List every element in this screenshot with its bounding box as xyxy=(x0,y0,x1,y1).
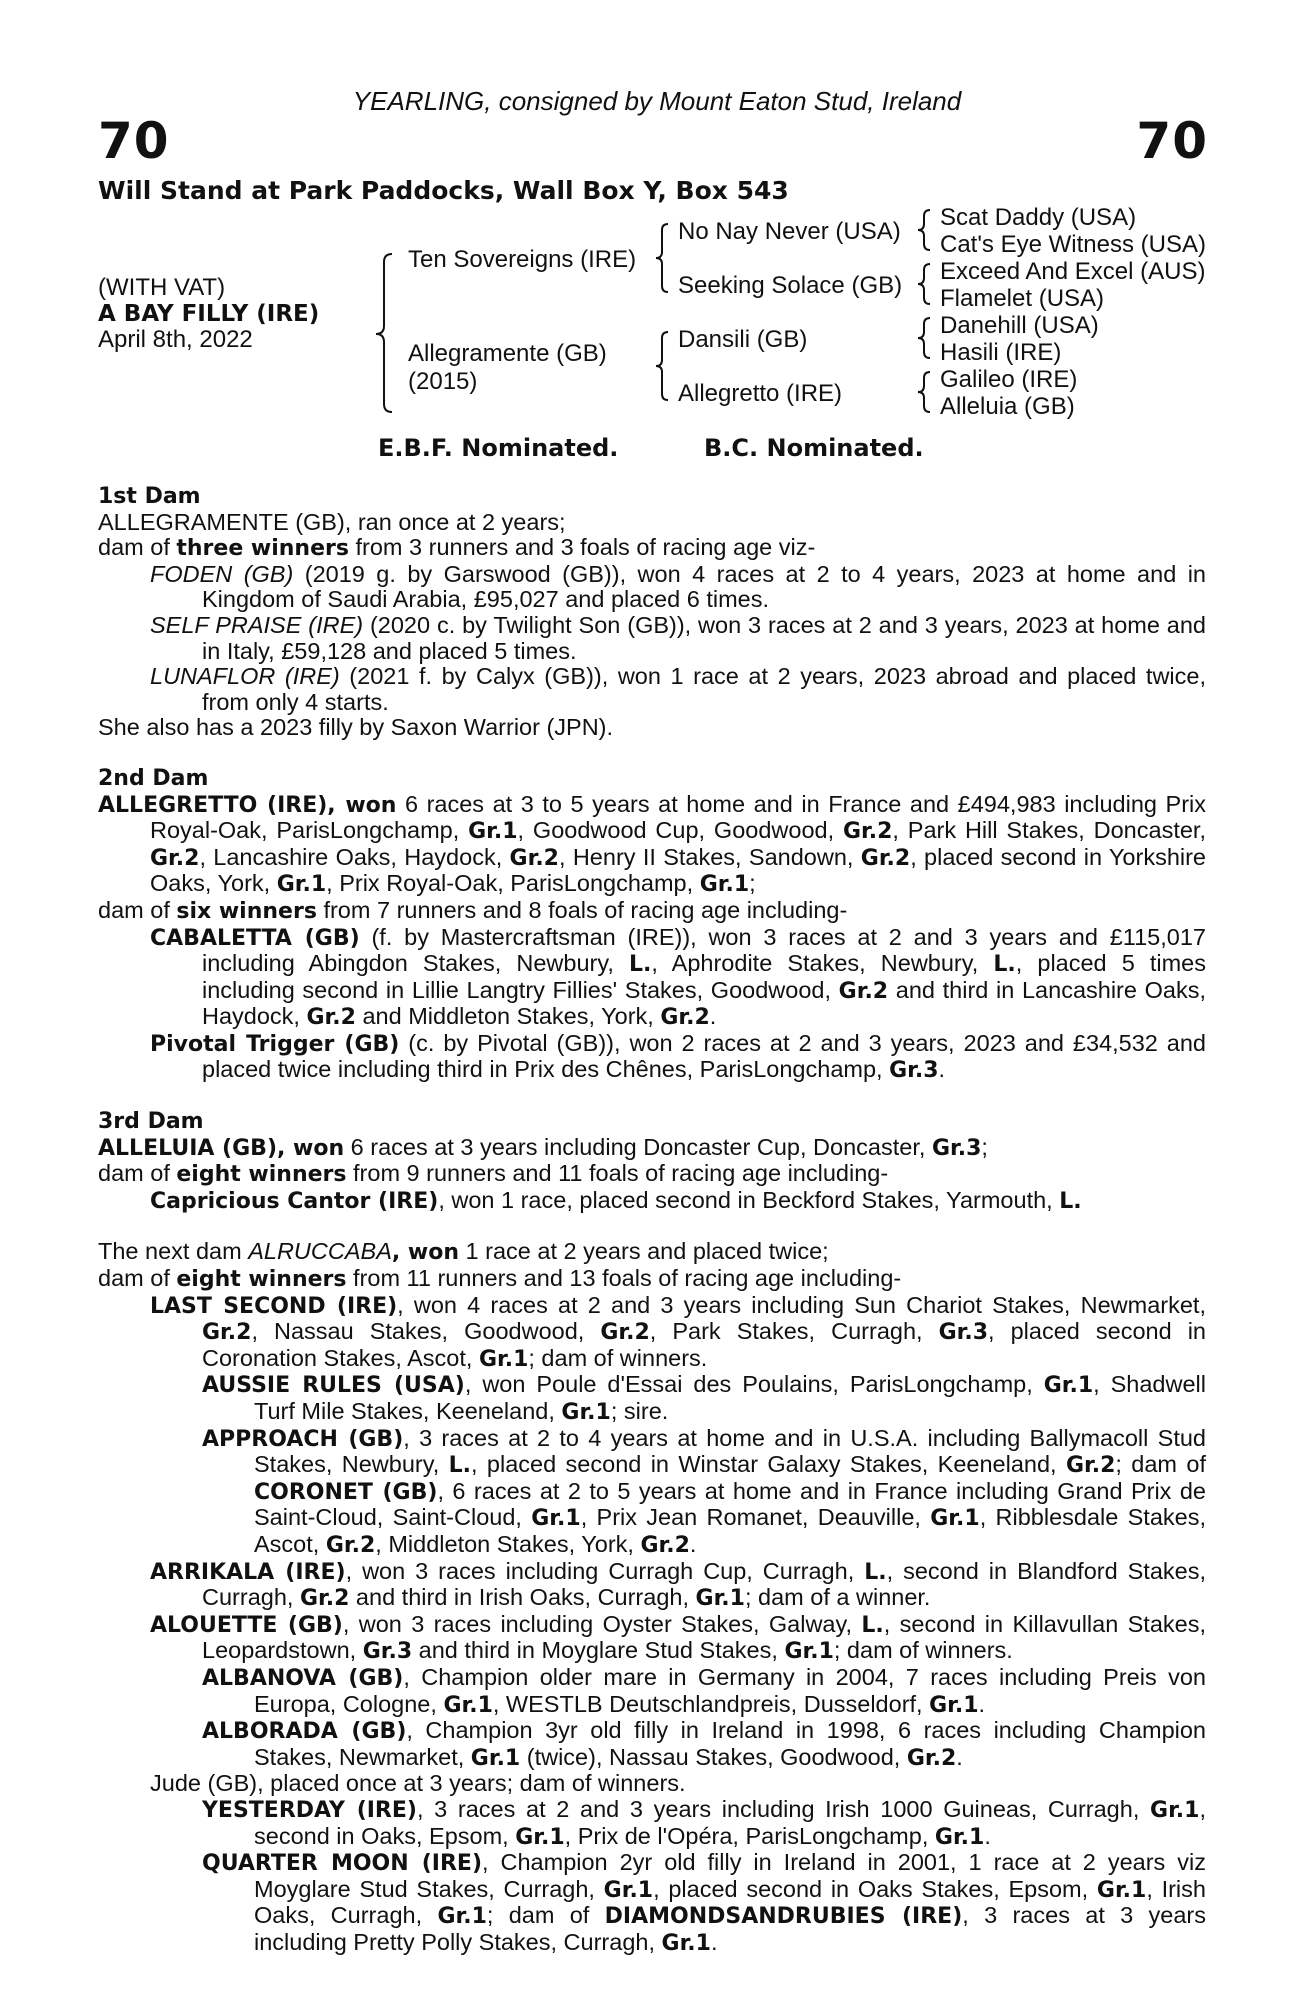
ebf-nominated: E.B.F. Nominated. xyxy=(378,434,619,462)
produce-albanova: ALBANOVA (GB), Champion older mare in Germany in 2004, 7 races including Preis von Europa, Cologne, Gr.1, WESTLB Deutschlandpreis, Dusseldorf, Gr.1. xyxy=(202,1663,1206,1718)
sire-dam: Seeking Solace (GB) xyxy=(678,272,903,299)
produce-jude: Jude (GB), placed once at 3 years; dam of winners. xyxy=(150,1770,686,1797)
produce-alborada: ALBORADA (GB), Champion 3yr old filly in Ireland in 1998, 6 races including Champion Stakes, Newmarket, Gr.1 (twice), Nassau Stakes, Goodwood, Gr.2. xyxy=(202,1717,1206,1771)
bc-nominated: B.C. Nominated. xyxy=(704,434,924,462)
produce-aussie-rules: AUSSIE RULES (USA), won Poule d'Essai des Poulains, ParisLongchamp, Gr.1, Shadwell Turf Mile Stakes, Keeneland, Gr.1; sire. xyxy=(202,1371,1206,1425)
first-dam-produce-summary: dam of three winners from 3 runners and 3 foals of racing age viz- xyxy=(98,534,816,562)
produce-lunaflor: LUNAFLOR (IRE) (2021 f. by Calyx (GB)), won 1 race at 2 years, 2023 abroad and placed twice, from only 4 starts. xyxy=(150,663,1206,715)
ggs-4: Flamelet (USA) xyxy=(940,285,1105,312)
first-dam-also: She also has a 2023 filly by Saxon Warrior (JPN). xyxy=(98,714,614,741)
lot-number-right: 70 xyxy=(1136,112,1208,170)
catalogue-text xyxy=(98,484,1206,1956)
consignor-line: YEARLING, consigned by Mount Eaton Stud, Ireland xyxy=(352,86,962,116)
next-dam-record: The next dam ALRUCCABA, won 1 race at 2 years and placed twice; xyxy=(98,1238,829,1266)
produce-pivotal-trigger: Pivotal Trigger (GB) (c. by Pivotal (GB)), won 2 races at 2 and 3 years, 2023 and £34,532 and placed twice including third in Prix des Chênes, ParisLongchamp, Gr.3. xyxy=(150,1029,1206,1084)
horse-name: A BAY FILLY (IRE) xyxy=(98,301,320,327)
dam-dam: Allegretto (IRE) xyxy=(678,380,843,407)
second-dam-produce-summary: dam of six winners from 7 runners and 8 foals of racing age including- xyxy=(98,896,848,924)
second-dam-record: ALLEGRETTO (IRE), won 6 races at 3 to 5 years at home and in France and £494,983 including Prix Royal-Oak, ParisLongchamp, Gr.1, Goodwood Cup, Goodwood, Gr.2, Park Hill Stakes, Doncaster, Gr.2, Lancashire Oaks, Haydock, Gr.2, Henry II Stakes, Sandown, Gr.2, placed second in Yorkshire Oaks, York, Gr.1, Prix Royal-Oak, ParisLongchamp, Gr.1; xyxy=(98,790,1207,898)
third-dam-produce-summary: dam of eight winners from 9 runners and 11 foals of racing age including- xyxy=(98,1160,889,1188)
second-dam-heading: 2nd Dam xyxy=(98,765,209,791)
third-dam-heading: 3rd Dam xyxy=(98,1109,204,1135)
ggs-2: Cat's Eye Witness (USA) xyxy=(940,231,1206,258)
produce-last-second: LAST SECOND (IRE), won 4 races at 2 and 3 years including Sun Chariot Stakes, Newmarket, Gr.2, Nassau Stakes, Goodwood, Gr.2, Park Stakes, Curragh, Gr.3, placed second in Coronation Stakes, Ascot, Gr.1; dam of winners. xyxy=(150,1291,1206,1372)
produce-arrikala: ARRIKALA (IRE), won 3 races including Curragh Cup, Curragh, L., second in Blandford Stakes, Curragh, Gr.2 and third in Irish Oaks, Curragh, Gr.1; dam of a winner. xyxy=(150,1557,1206,1612)
vat-note: (WITH VAT) xyxy=(98,274,226,301)
ggs-1: Scat Daddy (USA) xyxy=(940,204,1137,231)
ggs-6: Hasili (IRE) xyxy=(940,339,1062,366)
dam-sire: Dansili (GB) xyxy=(678,326,808,353)
lot-number-left: 70 xyxy=(98,112,170,170)
produce-yesterday: YESTERDAY (IRE), 3 races at 2 and 3 years including Irish 1000 Guineas, Curragh, Gr.1, second in Oaks, Epsom, Gr.1, Prix de l'Opéra, ParisLongchamp, Gr.1. xyxy=(202,1795,1206,1850)
produce-foden: FODEN (GB) (2019 g. by Garswood (GB)), won 4 races at 2 to 4 years, 2023 at home and in Kingdom of Saudi Arabia, £95,027 and placed 6 times. xyxy=(150,560,1207,613)
dam: Allegramente (GB) xyxy=(408,340,607,367)
produce-approach: APPROACH (GB), 3 races at 2 to 4 years at home and in U.S.A. including Ballymacoll Stud Stakes, Newbury, L., placed second in Winstar Galaxy Stakes, Keeneland, Gr.2; dam of CORONET (GB), 6 races at 2 to 5 years at home and in France including Grand Prix de Saint-Cloud, Saint-Cloud, Gr.1, Prix Jean Romanet, Deauville, Gr.1, Ribblesdale Stakes, Ascot, Gr.2, Middleton Stakes, York, Gr.2. xyxy=(202,1424,1206,1558)
produce-quarter-moon: QUARTER MOON (IRE), Champion 2yr old filly in Ireland in 2001, 1 race at 2 years viz Moyglare Stud Stakes, Curragh, Gr.1, placed second in Oaks Stakes, Epsom, Gr.1, Irish Oaks, Curragh, Gr.1; dam of DIAMONDSANDRUBIES (IRE), 3 races at 3 years including Pretty Polly Stakes, Curragh, Gr.1. xyxy=(202,1849,1206,1956)
produce-self-praise: SELF PRAISE (IRE) (2020 c. by Twilight Son (GB)), won 3 races at 2 and 3 years, 2023 at home and in Italy, £59,128 and placed 5 times. xyxy=(150,611,1207,664)
ggs-8: Alleluia (GB) xyxy=(940,393,1075,420)
next-dam-produce-summary: dam of eight winners from 11 runners and 13 foals of racing age including- xyxy=(98,1265,902,1293)
dam-year: (2015) xyxy=(408,368,478,395)
foaling-date: April 8th, 2022 xyxy=(98,326,253,353)
sire-sire: No Nay Never (USA) xyxy=(678,218,901,245)
ggs-7: Galileo (IRE) xyxy=(940,366,1078,393)
first-dam-heading: 1st Dam xyxy=(98,484,201,509)
produce-alouette: ALOUETTE (GB), won 3 races including Oyster Stakes, Galway, L., second in Killavullan Stakes, Leopardstown, Gr.3 and third in Moyglare Stud Stakes, Gr.1; dam of winners. xyxy=(150,1610,1207,1665)
ggs-5: Danehill (USA) xyxy=(940,312,1099,339)
ggs-3: Exceed And Excel (AUS) xyxy=(940,258,1206,285)
produce-capricious-cantor: Capricious Cantor (IRE), won 1 race, placed second in Beckford Stakes, Yarmouth, L. xyxy=(150,1186,1082,1214)
first-dam-line: ALLEGRAMENTE (GB), ran once at 2 years; xyxy=(98,508,566,535)
stabling-location: Will Stand at Park Paddocks, Wall Box Y, Box 543 xyxy=(98,176,789,205)
pedigree-brackets xyxy=(0,0,1314,440)
sire: Ten Sovereigns (IRE) xyxy=(408,246,637,273)
produce-cabaletta: CABALETTA (GB) (f. by Mastercraftsman (IRE)), won 3 races at 2 and 3 years and £115,017 including Abingdon Stakes, Newbury, L., Aphrodite Stakes, Newbury, L., placed 5 times including second in Lillie Langtry Fillies' Stakes, Goodwood, Gr.2 and third in Lancashire Oaks, Haydock, Gr.2 and Middleton Stakes, York, Gr.2. xyxy=(150,923,1206,1031)
third-dam-record: ALLELUIA (GB), won 6 races at 3 years including Doncaster Cup, Doncaster, Gr.3; xyxy=(98,1133,988,1161)
